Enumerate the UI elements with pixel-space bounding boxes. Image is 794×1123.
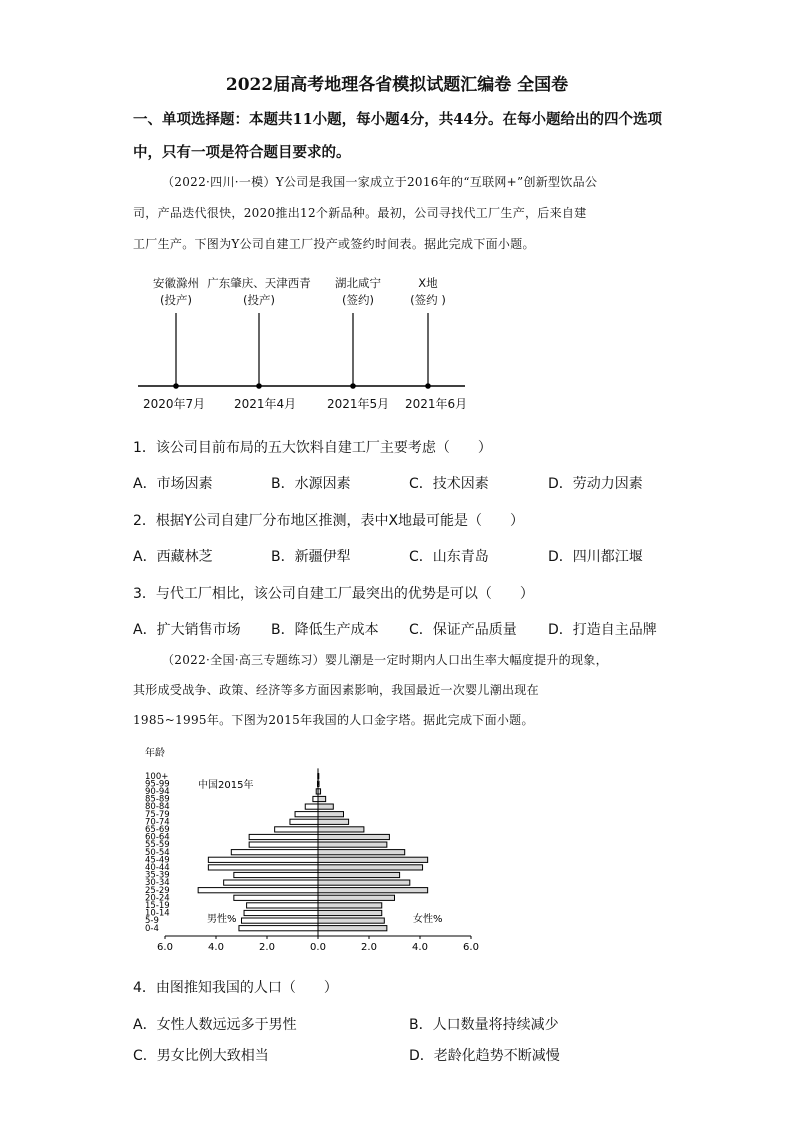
timeline-event-2-date: 2021年4月 bbox=[234, 397, 297, 411]
population-pyramid-chart bbox=[0, 740, 794, 955]
q2-option-b[interactable]: B．新疆伊犁 bbox=[271, 549, 351, 565]
passage1-line3: 工厂生产。下图为Y公司自建工厂投产或签约时间表。据此完成下面小题。 bbox=[133, 237, 535, 251]
q2-option-a[interactable]: A．西藏林芝 bbox=[133, 549, 213, 565]
pyramid-bar-male-50-54 bbox=[231, 850, 318, 855]
timeline-dot-3 bbox=[350, 383, 356, 389]
q3-option-a[interactable]: A．扩大销售市场 bbox=[133, 622, 241, 638]
timeline-dot-2 bbox=[256, 383, 262, 389]
pyramid-bar-female-10-14 bbox=[318, 910, 382, 915]
q1-option-c[interactable]: C．技术因素 bbox=[409, 476, 489, 492]
q1-option-b[interactable]: B．水源因素 bbox=[271, 476, 351, 492]
timeline-dot-4 bbox=[425, 383, 431, 389]
pyramid-bar-female-40-44 bbox=[318, 865, 423, 870]
pyramid-bar-female-15-19 bbox=[318, 903, 382, 908]
passage1-line2: 司，产品迭代很快，2020推出12个新品种。最初，公司寻找代工厂生产，后来自建 bbox=[133, 206, 587, 220]
pyramid-bar-male-35-39 bbox=[234, 872, 318, 877]
q1-option-a[interactable]: A．市场因素 bbox=[133, 476, 213, 492]
timeline-event-4-status: (签约 ) bbox=[410, 293, 446, 307]
pyramid-bar-male-25-29 bbox=[198, 888, 318, 893]
pyramid-bar-female-25-29 bbox=[318, 888, 428, 893]
pyramid-x-tick-label-4: 2.0 bbox=[361, 942, 377, 953]
pyramid-chart-title: 中国2015年 bbox=[198, 780, 254, 791]
pyramid-bar-male-55-59 bbox=[249, 842, 318, 847]
question-4-stem: 4．由图推知我国的人口（ ） bbox=[133, 980, 338, 996]
q4-option-c[interactable]: C．男女比例大致相当 bbox=[133, 1048, 269, 1064]
pyramid-bar-male-45-49 bbox=[208, 857, 318, 862]
pyramid-bar-male-10-14 bbox=[244, 910, 318, 915]
pyramid-age-label-15-19: 15-19 bbox=[145, 901, 170, 911]
timeline-event-2-place: 广东肇庆、天津西青 bbox=[207, 276, 311, 290]
pyramid-age-label-10-14: 10-14 bbox=[145, 908, 170, 919]
pyramid-age-label-65-69: 65-69 bbox=[145, 825, 170, 835]
pyramid-bar-female-50-54 bbox=[318, 850, 405, 855]
pyramid-age-label-40-44: 40-44 bbox=[145, 863, 170, 873]
q3-option-d[interactable]: D．打造自主品牌 bbox=[548, 622, 657, 638]
timeline-event-1-date: 2020年7月 bbox=[143, 397, 206, 411]
pyramid-bar-male-40-44 bbox=[208, 865, 318, 870]
pyramid-male-label: 男性% bbox=[207, 914, 237, 925]
q1-option-d[interactable]: D．劳动力因素 bbox=[548, 476, 643, 492]
timeline-event-2-status: (投产) bbox=[243, 293, 275, 307]
pyramid-bar-male-15-19 bbox=[247, 903, 318, 908]
passage2-line2: 其形成受战争、政策、经济等多方面因素影响，我国最近一次婴儿潮出现在 bbox=[133, 683, 539, 697]
pyramid-age-label-60-64: 60-64 bbox=[145, 832, 170, 843]
q4-option-a[interactable]: A．女性人数远远多于男性 bbox=[133, 1017, 297, 1033]
q3-option-c[interactable]: C．保证产品质量 bbox=[409, 622, 517, 638]
section-heading-line1: 一、单项选择题：本题共11小题，每小题4分，共44分。在每小题给出的四个选项 bbox=[133, 111, 662, 128]
q3-option-b[interactable]: B．降低生产成本 bbox=[271, 622, 379, 638]
pyramid-bar-male-65-69 bbox=[275, 827, 318, 832]
q2-option-d[interactable]: D．四川都江堰 bbox=[548, 549, 643, 565]
timeline-event-1-place: 安徽滁州 bbox=[153, 276, 199, 290]
timeline-event-3-place: 湖北咸宁 bbox=[335, 276, 381, 290]
pyramid-bar-male-30-34 bbox=[224, 880, 318, 885]
q2-option-c[interactable]: C．山东青岛 bbox=[409, 549, 489, 565]
pyramid-bar-female-0-4 bbox=[318, 926, 387, 931]
pyramid-bar-female-75-79 bbox=[318, 812, 344, 817]
question-3-stem: 3．与代工厂相比，该公司自建工厂最突出的优势是可以（ ） bbox=[133, 586, 534, 602]
passage1-line1: （2022·四川·一模）Y公司是我国一家成立于2016年的“互联网+”创新型饮品公 bbox=[162, 175, 598, 189]
pyramid-bar-male-5-9 bbox=[242, 918, 319, 923]
pyramid-bar-female-65-69 bbox=[318, 827, 364, 832]
pyramid-age-label-100+: 100+ bbox=[145, 771, 169, 782]
timeline-event-4-date: 2021年6月 bbox=[405, 397, 468, 411]
pyramid-age-label-95-99: 95-99 bbox=[145, 779, 170, 790]
pyramid-bar-female-20-24 bbox=[318, 895, 395, 900]
pyramid-bar-female-35-39 bbox=[318, 872, 400, 877]
pyramid-age-label-50-54: 50-54 bbox=[145, 847, 170, 858]
pyramid-x-tick-label-5: 4.0 bbox=[412, 942, 428, 953]
pyramid-bar-male-20-24 bbox=[234, 895, 318, 900]
section-heading-line2: 中，只有一项是符合题目要求的。 bbox=[133, 144, 351, 161]
pyramid-bar-male-85-89 bbox=[313, 796, 318, 801]
q4-option-b[interactable]: B．人口数量将持续减少 bbox=[409, 1017, 559, 1033]
pyramid-x-tick-label-1: 4.0 bbox=[208, 942, 224, 953]
pyramid-bar-female-85-89 bbox=[318, 796, 326, 801]
pyramid-bar-female-55-59 bbox=[318, 842, 387, 847]
pyramid-age-label-80-84: 80-84 bbox=[145, 802, 170, 813]
timeline-dot-1 bbox=[173, 383, 179, 389]
pyramid-bar-male-75-79 bbox=[295, 812, 318, 817]
pyramid-bar-female-70-74 bbox=[318, 819, 349, 824]
pyramid-x-tick-label-2: 2.0 bbox=[259, 942, 275, 953]
timeline-event-3-status: (签约) bbox=[342, 293, 374, 307]
timeline-axis-graphic bbox=[0, 0, 794, 420]
pyramid-bar-male-80-84 bbox=[305, 804, 318, 809]
pyramid-age-label-85-89: 85-89 bbox=[145, 794, 170, 805]
q4-option-d[interactable]: D．老龄化趋势不断减慢 bbox=[409, 1048, 560, 1064]
passage2-line1: （2022·全国·高三专题练习）婴儿潮是一定时期内人口出生率大幅度提升的现象， bbox=[162, 653, 608, 667]
pyramid-bar-male-70-74 bbox=[290, 819, 318, 824]
pyramid-age-label-20-24: 20-24 bbox=[145, 893, 170, 904]
pyramid-bar-male-0-4 bbox=[239, 926, 318, 931]
page-title: 2022届高考地理各省模拟试题汇编卷 全国卷 bbox=[225, 75, 569, 95]
pyramid-age-label-55-59: 55-59 bbox=[145, 840, 170, 851]
timeline-event-1-status: (投产) bbox=[160, 293, 192, 307]
pyramid-bar-male-60-64 bbox=[249, 834, 318, 839]
pyramid-age-label-30-34: 30-34 bbox=[145, 878, 170, 889]
pyramid-bar-female-60-64 bbox=[318, 834, 389, 839]
question-2-stem: 2．根据Y公司自建厂分布地区推测，表中X地最可能是（ ） bbox=[133, 513, 525, 529]
pyramid-age-label-45-49: 45-49 bbox=[145, 855, 170, 866]
pyramid-age-label-35-39: 35-39 bbox=[145, 870, 170, 881]
pyramid-x-tick-label-3: 0.0 bbox=[310, 942, 326, 953]
pyramid-age-label-25-29: 25-29 bbox=[145, 885, 170, 896]
pyramid-age-label-75-79: 75-79 bbox=[145, 809, 170, 820]
pyramid-age-label-5-9: 5-9 bbox=[145, 916, 159, 927]
pyramid-bar-female-45-49 bbox=[318, 857, 428, 862]
question-1-stem: 1．该公司目前布局的五大饮料自建工厂主要考虑（ ） bbox=[133, 440, 492, 456]
pyramid-age-label-90-94: 90-94 bbox=[145, 787, 170, 797]
timeline-event-4-place: X地 bbox=[418, 276, 438, 290]
pyramid-age-label-70-74: 70-74 bbox=[145, 817, 170, 828]
timeline-event-3-date: 2021年5月 bbox=[327, 397, 390, 411]
pyramid-female-label: 女性% bbox=[413, 914, 443, 925]
pyramid-bar-female-80-84 bbox=[318, 804, 333, 809]
pyramid-age-label-0-4: 0-4 bbox=[145, 923, 159, 934]
pyramid-x-tick-label-6: 6.0 bbox=[463, 942, 479, 953]
pyramid-y-axis-label: 年龄 bbox=[145, 748, 165, 759]
pyramid-x-tick-label-0: 6.0 bbox=[157, 942, 173, 953]
pyramid-bar-female-5-9 bbox=[318, 918, 384, 923]
passage2-line3: 1985~1995年。下图为2015年我国的人口金字塔。据此完成下面小题。 bbox=[133, 713, 534, 727]
pyramid-bar-female-30-34 bbox=[318, 880, 410, 885]
